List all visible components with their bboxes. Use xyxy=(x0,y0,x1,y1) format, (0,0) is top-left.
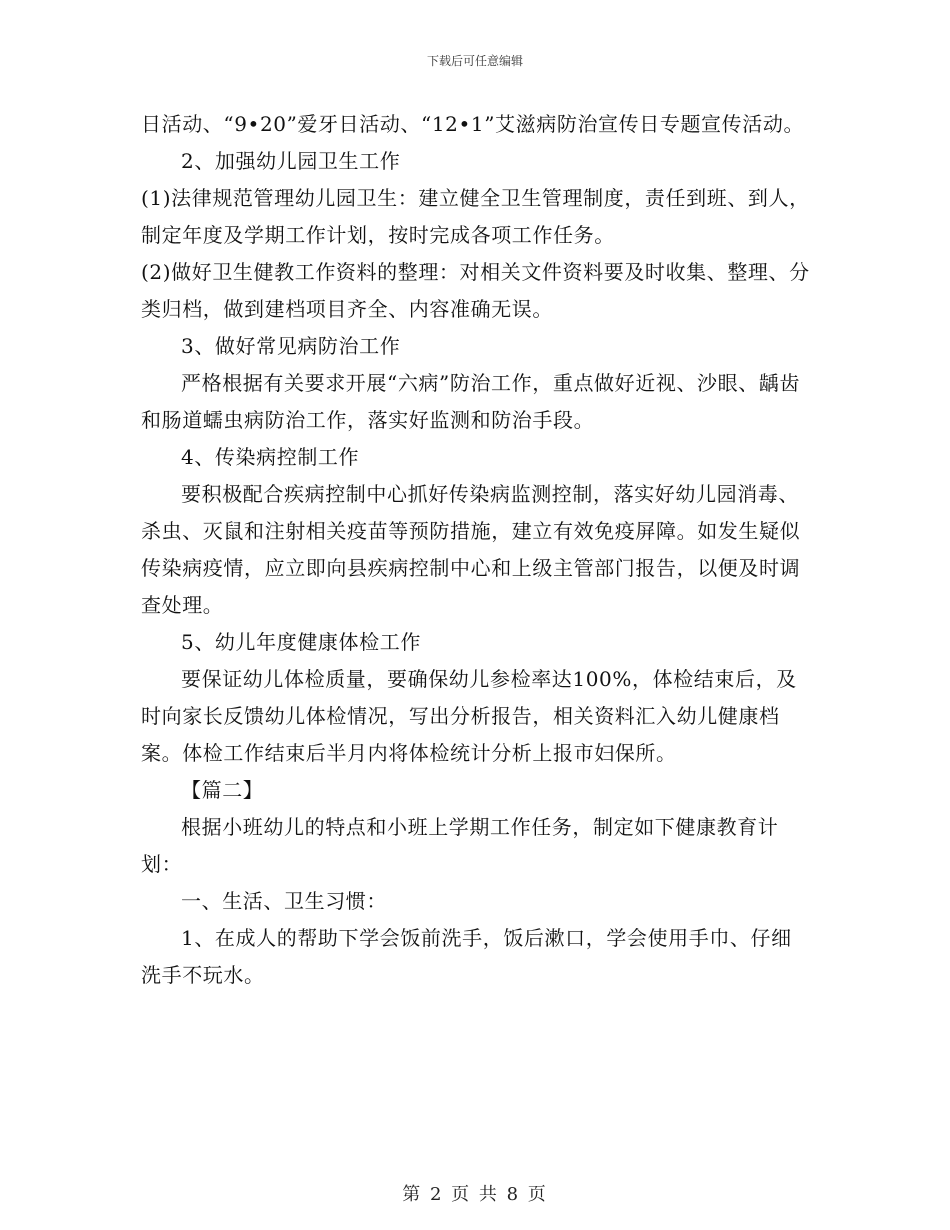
document-body xyxy=(141,106,811,994)
paragraph-plan-intro: 根据小班幼儿的特点和小班上学期工作任务，制定如下健康教育计划： xyxy=(141,815,779,876)
section-heading-4: 4、传染病控制工作 xyxy=(181,445,360,469)
part-two-heading: 【篇二】 xyxy=(181,778,264,802)
paragraph-infection-control: 要积极配合疾病控制中心抓好传染病监测控制，落实好幼儿园消毒、杀虫、灭鼠和注射相关疫苗等预防措施，建立有效免疫屏障。如发生疑似传染病疫情，应立即向县疾病控制中心和上级主管部门报告，以便及时调查处理。 xyxy=(141,482,801,617)
section-heading-2: 2、加强幼儿园卫生工作 xyxy=(181,149,401,173)
paragraph-item-1: (1)法律规范管理幼儿园卫生：建立健全卫生管理制度，责任到班、到人，制定年度及学期工作计划，按时完成各项工作任务。 xyxy=(141,186,810,247)
section-heading-3: 3、做好常见病防治工作 xyxy=(181,334,401,358)
paragraph-handwashing: 1、在成人的帮助下学会饭前洗手，饭后漱口，学会使用手巾、仔细洗手不玩水。 xyxy=(141,926,792,987)
paragraph-disease-prevention: 严格根据有关要求开展“六病”防治工作，重点做好近视、沙眼、龋齿和肠道蠕虫病防治工作，落实好监测和防治手段。 xyxy=(141,371,801,432)
paragraph-health-checkup: 要保证幼儿体检质量，要确保幼儿参检率达100%，体检结束后，及时向家长反馈幼儿体检情况，写出分析报告，相关资料汇入幼儿健康档案。体检工作结束后半月内将体检统计分析上报市妇保所。 xyxy=(141,667,797,765)
page-number: 第 2 页 共 8 页 xyxy=(402,1184,548,1205)
paragraph-continuation: 日活动、“9•20”爱牙日活动、“12•1”艾滋病防治宣传日专题宣传活动。 xyxy=(141,112,805,136)
page-header-note: 下载后可任意编辑 xyxy=(426,54,523,68)
section-heading-habits: 一、生活、卫生习惯： xyxy=(181,889,387,913)
paragraph-item-2: (2)做好卫生健教工作资料的整理：对相关文件资料要及时收集、整理、分类归档，做到建档项目齐全、内容准确无误。 xyxy=(141,260,810,321)
section-heading-5: 5、幼儿年度健康体检工作 xyxy=(181,630,421,654)
